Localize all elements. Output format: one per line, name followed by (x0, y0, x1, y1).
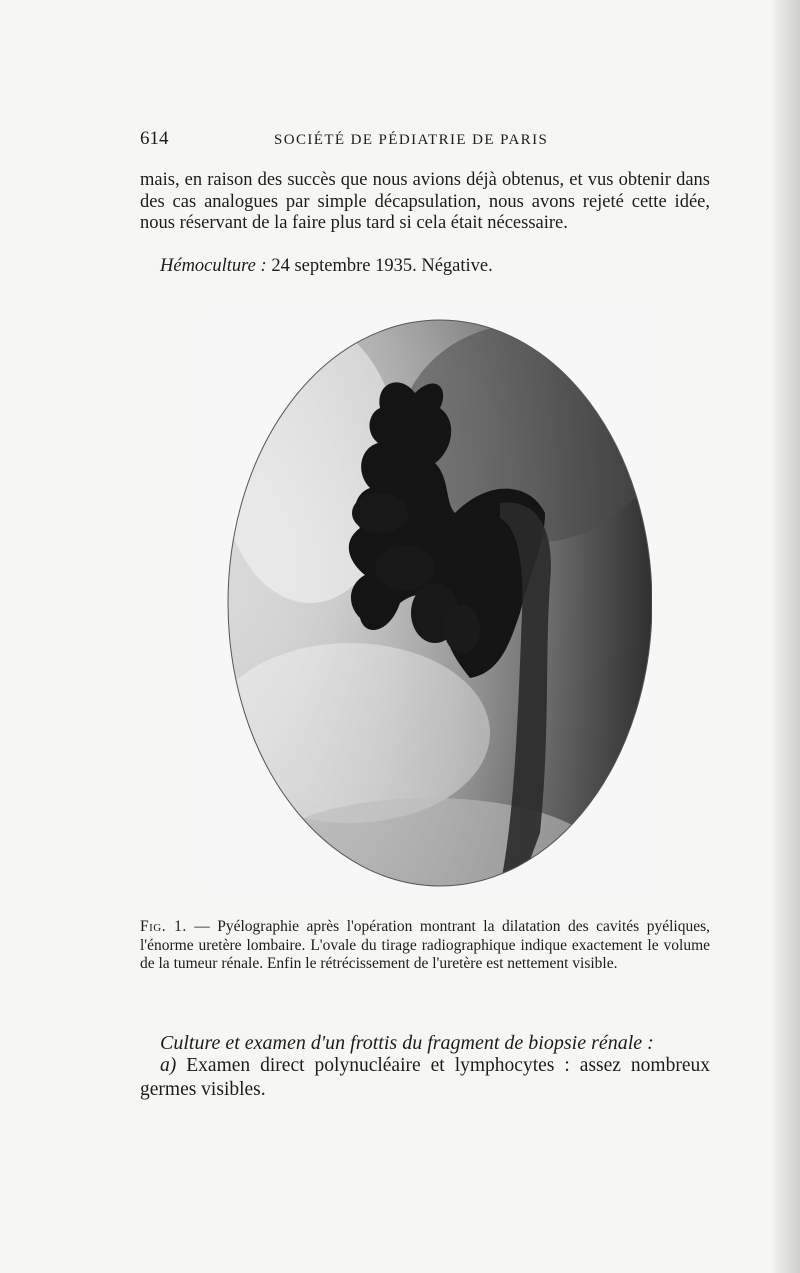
hemoculture-line (160, 256, 493, 277)
body-paragraph: mais, en raison des succès que nous avions déjà obtenus, et vus obtenir dans des cas analogues par simple décapsulation, nous avons rejeté cette idée, nous réservant de la faire plus tard si cela était nécessaire. (140, 170, 710, 233)
item-label: a) (160, 1055, 177, 1076)
caption-label: Fig. 1. (140, 918, 187, 935)
pyelography-figure (200, 313, 652, 887)
pyelography-image (200, 313, 652, 887)
section-subhead: Culture et examen d'un frottis du fragment de biopsie rénale : (160, 1032, 654, 1054)
page-edge-shadow (772, 0, 800, 1273)
item-text: Examen direct polynucléaire et lymphocytes : assez nombreux germes visibles. (140, 1055, 710, 1100)
page-number: 614 (140, 128, 169, 149)
hemoculture-value: 24 septembre 1935. Négative. (266, 256, 493, 276)
caption-text: — Pyélographie après l'opération montrant la dilatation des cavités pyéliques, l'énorme uretère lombaire. L'ovale du tirage radiographique indique exactement le volume de la tumeur rénale. Enfin le rétrécissement de l'uretère est nettement visible. (140, 918, 710, 972)
figure-caption (140, 918, 710, 974)
journal-title: SOCIÉTÉ DE PÉDIATRIE DE PARIS (274, 132, 549, 148)
hemoculture-label: Hémoculture : (160, 256, 267, 276)
item-paragraph (140, 1054, 710, 1102)
running-head (140, 128, 712, 152)
